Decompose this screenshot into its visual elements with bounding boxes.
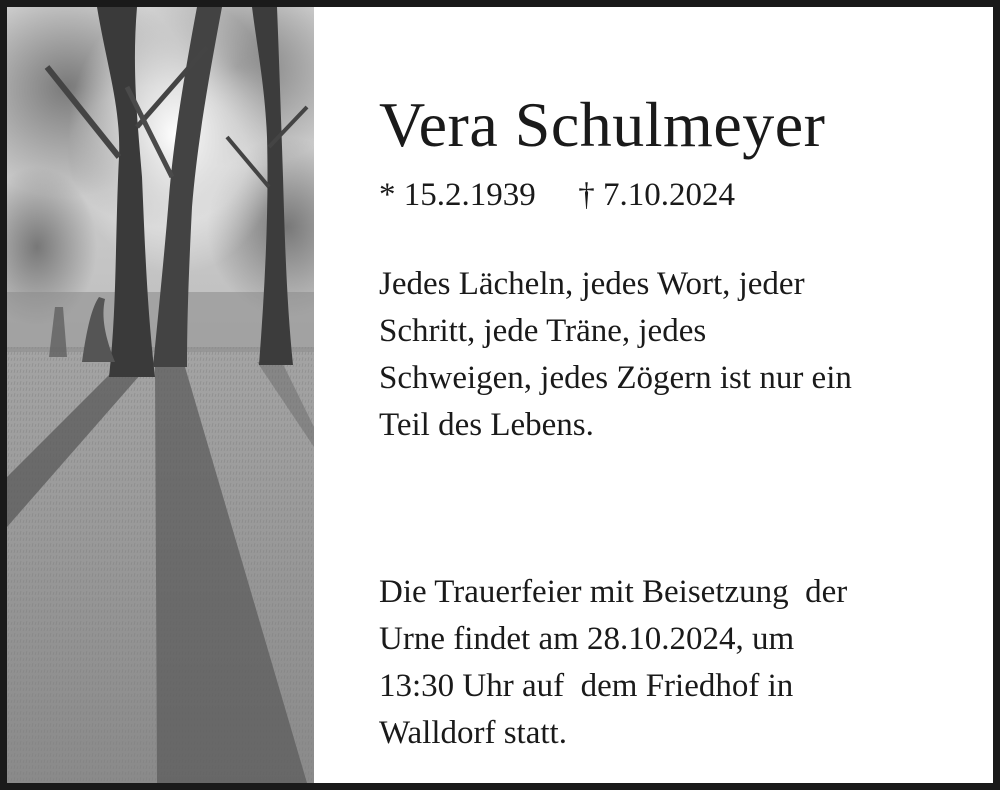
birth-date: 15.2.1939 (403, 177, 536, 213)
quote-line: Schritt, jede Träne, jedes (379, 313, 707, 349)
death-date: 7.10.2024 (603, 177, 735, 213)
service-line: Die Trauerfeier mit Beisetzung der (379, 574, 848, 610)
service-line: Walldorf statt. (379, 715, 567, 751)
birth-symbol: * (379, 177, 396, 213)
park-trees-photo (7, 7, 314, 783)
deceased-name: Vera Schulmeyer (379, 89, 826, 160)
service-line: 13:30 Uhr auf dem Friedhof in (379, 668, 794, 704)
quote-line: Schweigen, jedes Zögern ist nur ein (379, 360, 852, 396)
memorial-quote (379, 261, 852, 449)
life-dates (379, 173, 735, 217)
quote-line: Jedes Lächeln, jedes Wort, jeder (379, 266, 805, 302)
service-line: Urne findet am 28.10.2024, um (379, 621, 795, 657)
funeral-service-info (379, 569, 847, 757)
quote-line: Teil des Lebens. (379, 407, 594, 443)
death-symbol: † (578, 177, 595, 213)
